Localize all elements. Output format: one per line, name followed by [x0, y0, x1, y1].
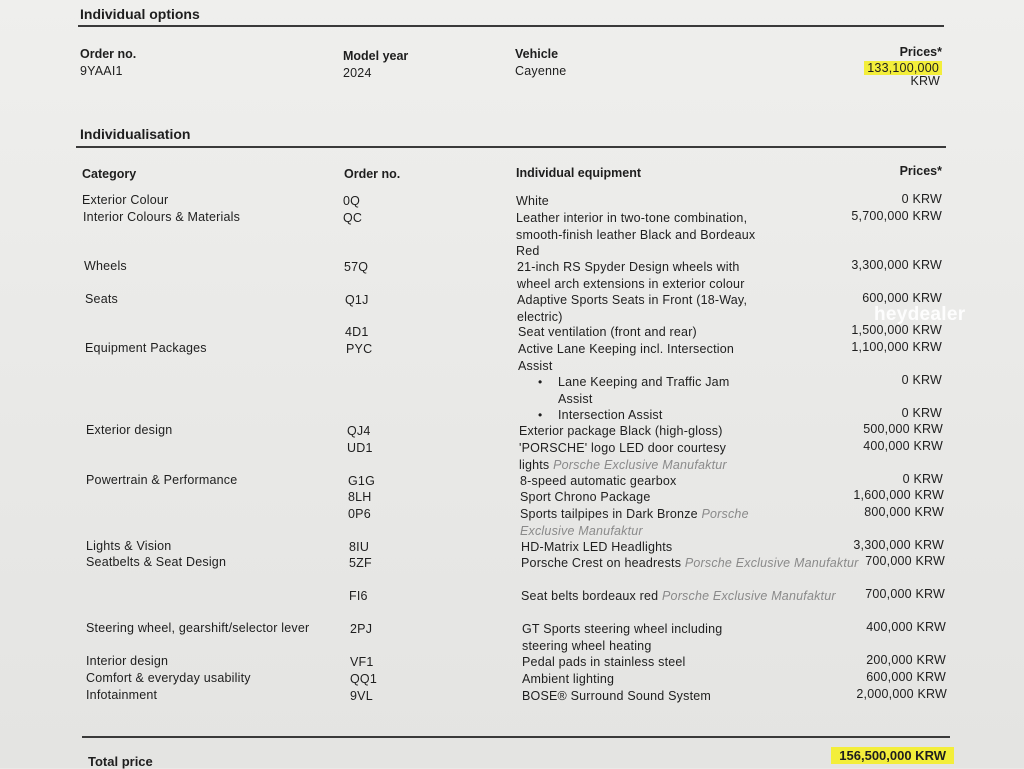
- row-equipment-line: 21-inch RS Spyder Design wheels with: [517, 260, 740, 274]
- row-category: Seats: [85, 292, 118, 306]
- row-order-code: 0Q: [343, 194, 361, 208]
- row-order-code: 4D1: [345, 325, 369, 339]
- row-price: 3,300,000 KRW: [851, 258, 942, 272]
- section-rule: [78, 25, 944, 27]
- header-option-order-no: Order no.: [344, 167, 401, 181]
- row-equipment-line: BOSE® Surround Sound System: [522, 689, 712, 703]
- row-equipment-line: lights Porsche Exclusive Manufaktur: [519, 457, 727, 472]
- row-equipment-line: Assist: [518, 358, 553, 373]
- row-price: 700,000 KRW: [865, 554, 945, 568]
- row-equipment-line: 'PORSCHE' logo LED door courtesy: [519, 441, 727, 455]
- row-price: 2,000,000 KRW: [856, 687, 947, 701]
- header-option-prices: Prices*: [899, 164, 942, 178]
- row-price: 400,000 KRW: [866, 620, 946, 634]
- row-equipment-line: Ambient lighting: [522, 672, 615, 686]
- row-equipment-line: Exterior package Black (high-gloss): [519, 424, 723, 438]
- row-equipment-line: Seat belts bordeaux red Porsche Exclusive Manufaktur: [521, 589, 836, 603]
- row-category: Seatbelts & Seat Design: [86, 555, 227, 569]
- row-order-code: Q1J: [345, 293, 369, 307]
- exclusive-manufaktur-tag: Porsche Exclusive Manufaktur: [681, 556, 859, 570]
- exclusive-manufaktur-tag: Porsche: [697, 507, 749, 521]
- exclusive-manufaktur-tag-cont: Exclusive Manufaktur: [520, 523, 643, 538]
- row-price: 3,300,000 KRW: [853, 538, 944, 552]
- row-equipment-line: Porsche Crest on headrests Porsche Exclusive Manufaktur: [521, 556, 859, 570]
- row-equipment-line: 8-speed automatic gearbox: [520, 474, 677, 488]
- row-equipment-line: electric): [517, 309, 563, 324]
- row-order-code: 2PJ: [350, 622, 373, 636]
- row-category: Comfort & everyday usability: [86, 671, 251, 685]
- header-model-year: Model year: [343, 49, 409, 63]
- row-price: 600,000 KRW: [862, 291, 942, 305]
- vehicle-base-currency: KRW: [910, 74, 940, 88]
- section-rule: [76, 146, 946, 148]
- row-category: Exterior design: [86, 423, 173, 437]
- row-equipment-line: Pedal pads in stainless steel: [522, 655, 686, 669]
- row-order-code: 9VL: [350, 689, 373, 703]
- row-order-code: 8LH: [348, 490, 372, 504]
- row-equipment-line: Leather interior in two-tone combination,: [516, 211, 748, 225]
- row-order-code: 5ZF: [349, 556, 372, 570]
- row-price: 600,000 KRW: [866, 670, 946, 684]
- row-price: 1,100,000 KRW: [851, 340, 942, 354]
- row-order-code: PYC: [346, 342, 373, 356]
- row-equipment-line: Sport Chrono Package: [520, 490, 651, 504]
- row-category: Steering wheel, gearshift/selector lever: [86, 621, 310, 635]
- vehicle-order-no: 9YAAI1: [80, 64, 123, 78]
- row-price: 700,000 KRW: [865, 587, 945, 601]
- row-price: 0 KRW: [902, 472, 943, 486]
- row-order-code: 8IU: [349, 540, 370, 554]
- total-label: Total price: [88, 754, 153, 769]
- row-order-code: QQ1: [350, 672, 377, 686]
- row-equipment-line: Seat ventilation (front and rear): [518, 325, 697, 339]
- row-order-code: 0P6: [348, 507, 371, 521]
- row-equipment-line: Sports tailpipes in Dark Bronze Porsche: [520, 507, 749, 521]
- row-price: 0 KRW: [901, 406, 942, 420]
- total-value: 156,500,000 KRW: [831, 748, 954, 763]
- row-price: 1,500,000 KRW: [851, 323, 942, 337]
- row-category: Wheels: [84, 259, 127, 273]
- row-price: 400,000 KRW: [863, 439, 943, 453]
- row-equipment-line: GT Sports steering wheel including: [522, 622, 723, 636]
- vehicle-name: Cayenne: [515, 64, 567, 78]
- row-equipment-line: HD-Matrix LED Headlights: [521, 540, 673, 554]
- row-category: Lights & Vision: [86, 539, 172, 553]
- row-price: 200,000 KRW: [866, 653, 946, 667]
- row-equipment-line: Active Lane Keeping incl. Intersection: [518, 342, 735, 356]
- header-prices: Prices*: [899, 45, 942, 59]
- row-equipment-line: White: [516, 194, 549, 208]
- vehicle-base-price: 133,100,000: [864, 61, 942, 75]
- row-equipment-line: smooth-finish leather Black and Bordeaux: [516, 227, 756, 242]
- row-equipment-line: Adaptive Sports Seats in Front (18-Way,: [517, 293, 748, 307]
- row-order-code: 57Q: [344, 260, 369, 274]
- row-price: 500,000 KRW: [863, 422, 943, 436]
- row-order-code: QJ4: [347, 424, 371, 438]
- row-category: Equipment Packages: [85, 341, 207, 355]
- section-title-individual-options: Individual options: [80, 6, 200, 22]
- row-price: 0 KRW: [901, 373, 942, 387]
- row-category: Exterior Colour: [82, 193, 169, 207]
- row-price: 0 KRW: [901, 192, 942, 206]
- row-category: Powertrain & Performance: [86, 473, 238, 487]
- bullet-icon: •: [538, 375, 543, 389]
- row-equipment-line: wheel arch extensions in exterior colour: [517, 276, 745, 291]
- section-title-individualisation: Individualisation: [80, 126, 191, 142]
- total-rule: [82, 736, 950, 738]
- row-order-code: QC: [343, 211, 363, 225]
- header-category: Category: [82, 167, 137, 181]
- row-order-code: FI6: [349, 589, 368, 603]
- bullet-icon: •: [538, 408, 543, 422]
- row-equipment-line: Intersection Assist: [558, 408, 663, 422]
- vehicle-model-year: 2024: [343, 66, 372, 80]
- row-order-code: VF1: [350, 655, 374, 669]
- exclusive-manufaktur-tag: Porsche Exclusive Manufaktur: [549, 457, 727, 472]
- row-equipment-line: steering wheel heating: [522, 638, 652, 653]
- row-category: Infotainment: [86, 688, 158, 702]
- row-category: Interior Colours & Materials: [83, 210, 241, 224]
- header-vehicle: Vehicle: [515, 47, 559, 61]
- watermark-logo: heydealer: [874, 304, 966, 325]
- row-price: 800,000 KRW: [864, 505, 944, 519]
- row-category: Interior design: [86, 654, 169, 668]
- row-equipment-line: Red: [516, 244, 540, 259]
- exclusive-manufaktur-tag: Porsche Exclusive Manufaktur: [658, 589, 836, 603]
- header-order-no: Order no.: [80, 47, 137, 61]
- row-price: 1,600,000 KRW: [853, 488, 944, 502]
- row-equipment-line: Assist: [558, 391, 593, 406]
- row-price: 5,700,000 KRW: [851, 209, 942, 223]
- row-equipment-line: Lane Keeping and Traffic Jam: [558, 375, 730, 389]
- header-individual-equipment: Individual equipment: [516, 166, 642, 180]
- row-order-code: UD1: [347, 441, 373, 455]
- row-order-code: G1G: [348, 474, 375, 488]
